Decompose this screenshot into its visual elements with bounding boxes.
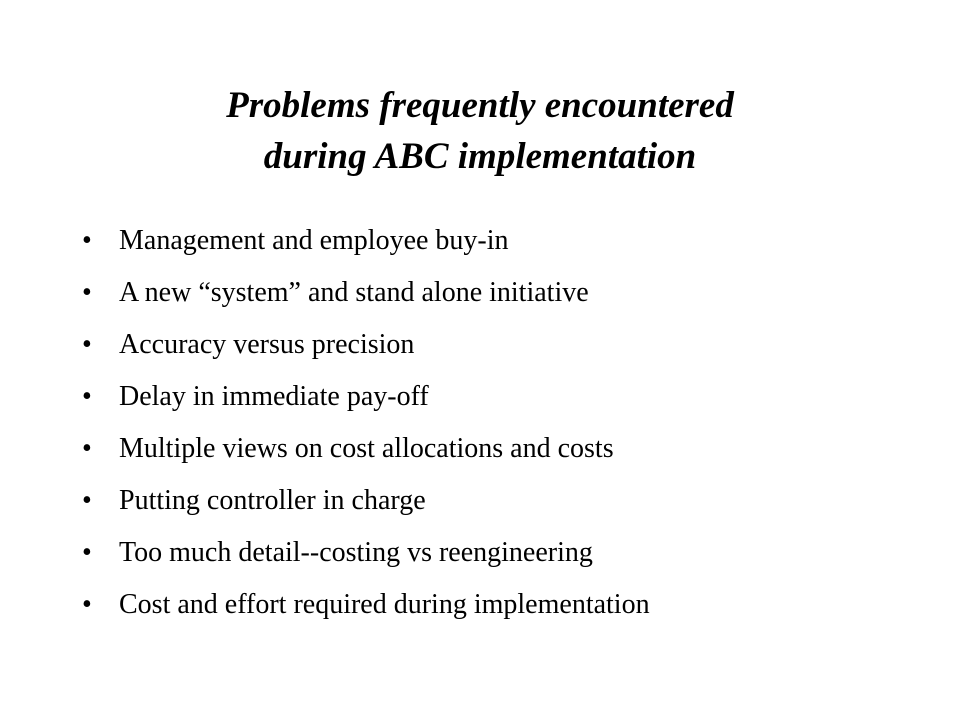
bullet-text: Putting controller in charge [119, 485, 426, 516]
bullet-text: Multiple views on cost allocations and costs [119, 433, 614, 464]
bullet-text: Too much detail--costing vs reengineering [119, 537, 593, 568]
bullet-dot-icon: • [82, 225, 92, 256]
bullet-text: Accuracy versus precision [119, 329, 415, 360]
bullet-text: A new “system” and stand alone initiative [119, 277, 589, 308]
bullet-dot-icon: • [82, 537, 92, 568]
title-line-2: during ABC implementation [263, 136, 697, 177]
slide-title [0, 80, 960, 182]
bullet-dot-icon: • [82, 485, 92, 516]
bullet-dot-icon: • [82, 277, 92, 308]
bullet-text: Delay in immediate pay-off [119, 381, 429, 412]
bullet-text: Cost and effort required during implementation [119, 589, 650, 620]
bullet-dot-icon: • [82, 433, 92, 464]
bullet-dot-icon: • [82, 381, 92, 412]
bullet-dot-icon: • [82, 589, 92, 620]
bullet-text: Management and employee buy-in [119, 225, 509, 256]
bullet-dot-icon: • [82, 329, 92, 360]
title-line-1: Problems frequently encountered [226, 85, 734, 126]
